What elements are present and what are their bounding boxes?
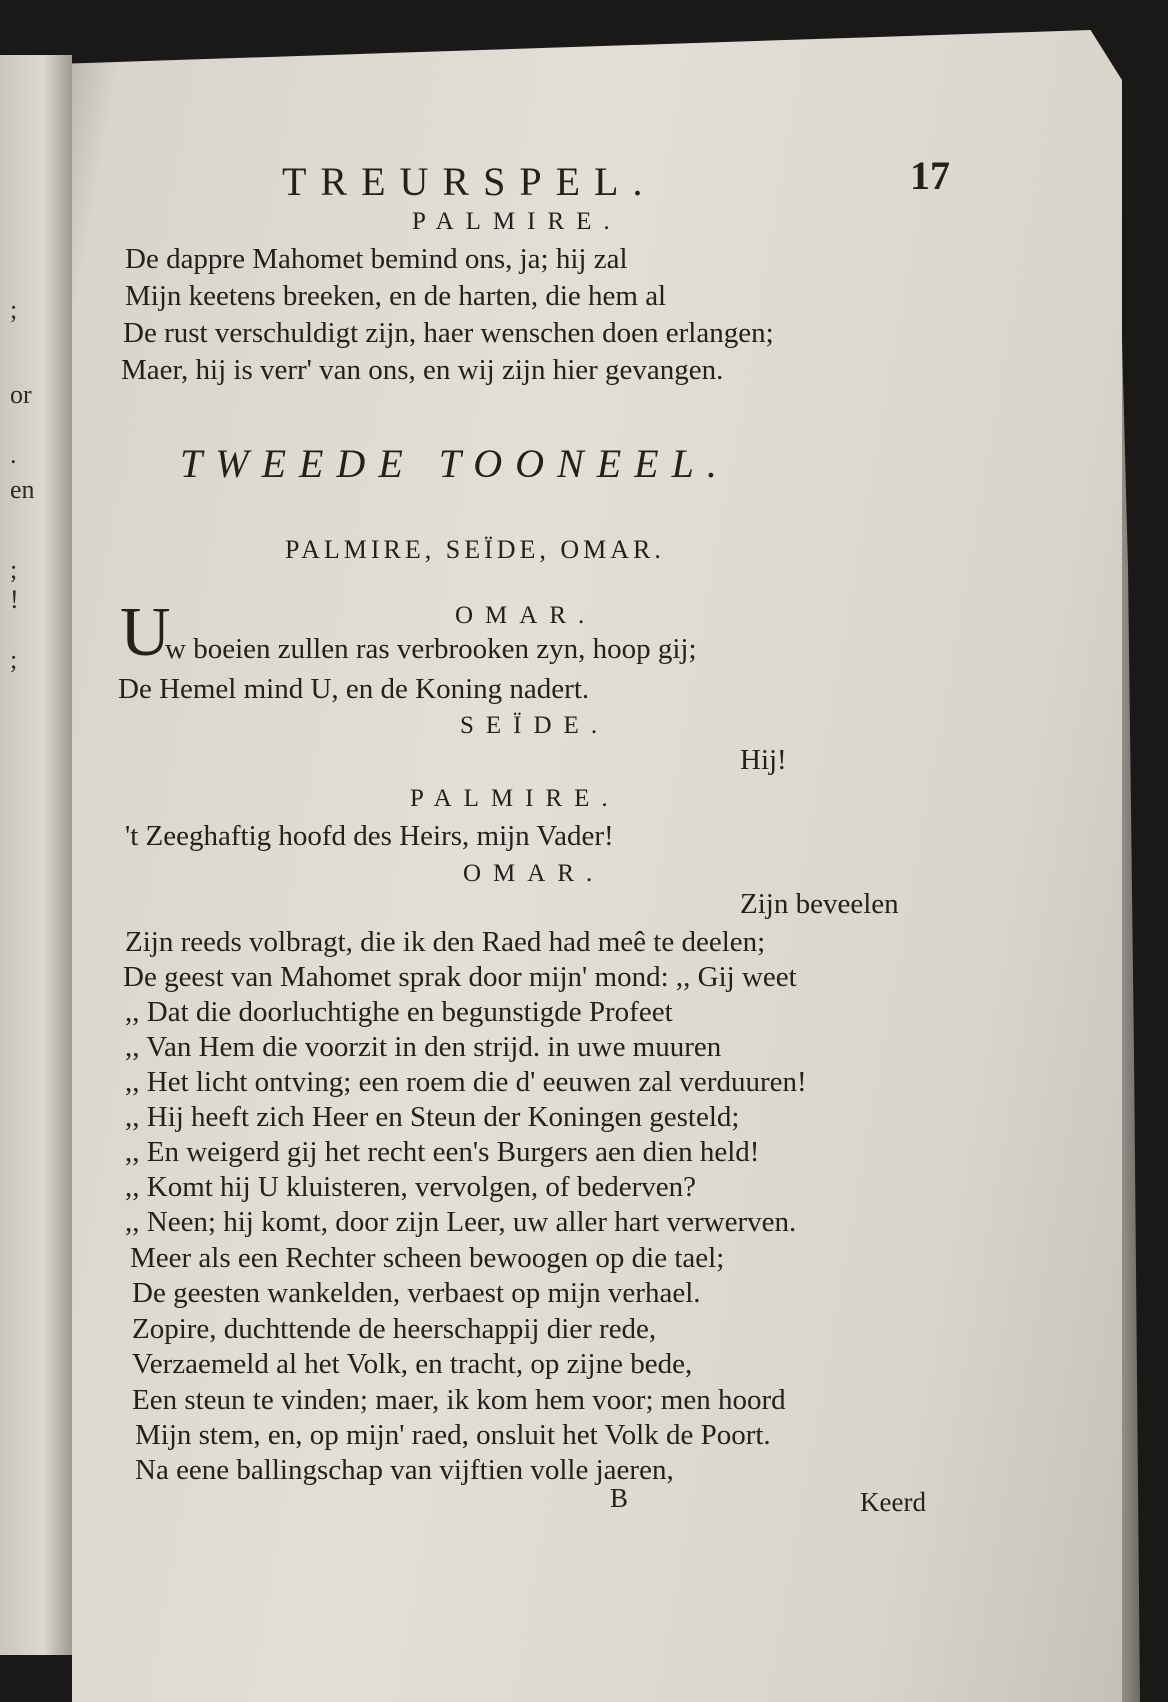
verse-line: De dappre Mahomet bemind ons, ja; hij zal <box>125 243 628 275</box>
left-page-fragment: ! <box>10 585 19 614</box>
verse-line: 't Zeeghaftig hoofd des Heirs, mijn Vader! <box>125 820 614 852</box>
verse-line: De rust verschuldigt zijn, haer wenschen doen erlangen; <box>123 317 774 349</box>
verse-line: Zopire, duchttende de heerschappij dier rede, <box>132 1313 657 1345</box>
verse-line: Zijn beveelen <box>740 888 899 920</box>
verse-line: Meer als een Rechter scheen bewoogen op die tael; <box>130 1242 725 1274</box>
verse-line: Hij! <box>740 744 787 776</box>
verse-line: ,, Hij heeft zich Heer en Steun der Koningen gesteld; <box>125 1101 740 1133</box>
left-page-fragment: or <box>10 380 32 409</box>
page-number: 17 <box>910 153 950 198</box>
speaker-name: PALMIRE. <box>412 208 622 235</box>
verse-line: Mijn stem, en, op mijn' raed, onsluit het Volk de Poort. <box>135 1419 771 1451</box>
verse-line: ,, Van Hem die voorzit in den strijd. in uwe muuren <box>125 1031 722 1063</box>
verse-line: Verzaemeld al het Volk, en tracht, op zijne bede, <box>132 1348 693 1380</box>
left-page-fragment: ; <box>10 295 18 324</box>
scene-title: TWEEDE TOONEEL. <box>180 441 730 486</box>
drop-cap: U <box>120 594 171 671</box>
cast-list: PALMIRE, SEÏDE, OMAR. <box>285 535 665 564</box>
verse-line: Een steun te vinden; maer, ik kom hem voor; men hoord <box>132 1384 786 1416</box>
left-page-fragment: en <box>10 475 35 504</box>
verse-line: w boeien zullen ras verbrooken zyn, hoop gij; <box>165 633 697 665</box>
verse-line: De geest van Mahomet sprak door mijn' mond: ,, Gij weet <box>123 961 797 993</box>
verse-line: Mijn keetens breeken, en de harten, die hem al <box>125 280 667 312</box>
speaker-name: OMAR. <box>463 860 605 887</box>
signature-mark: B <box>610 1483 629 1513</box>
verse-line: De geesten wankelden, verbaest op mijn verhael. <box>132 1277 701 1309</box>
verse-line: ,, Neen; hij komt, door zijn Leer, uw aller hart verwerven. <box>125 1206 797 1238</box>
verse-line: Maer, hij is verr' van ons, en wij zijn hier gevangen. <box>121 354 724 386</box>
verse-line: Na eene ballingschap van vijftien volle jaeren, <box>135 1454 674 1486</box>
verse-line: Zijn reeds volbragt, die ik den Raed had meê te deelen; <box>125 926 766 958</box>
speaker-name: SEÏDE. <box>460 712 610 739</box>
verse-line: De Hemel mind U, en de Koning nadert. <box>118 673 590 705</box>
catchword: Keerd <box>860 1487 926 1517</box>
left-page-fragment: ; <box>10 645 18 674</box>
speaker-name: PALMIRE. <box>410 785 620 812</box>
running-head: TREURSPEL. <box>282 159 657 204</box>
left-page-fragment: ; <box>10 555 18 584</box>
verse-line: ,, Dat die doorluchtighe en begunstigde Profeet <box>125 996 673 1028</box>
left-page-fragment: . <box>10 440 17 469</box>
verse-line: ,, En weigerd gij het recht een's Burgers aen dien held! <box>125 1136 760 1168</box>
left-page <box>0 55 72 1655</box>
verse-line: ,, Het licht ontving; een roem die d' eeuwen zal verduuren! <box>125 1066 807 1098</box>
speaker-name: OMAR. <box>455 602 597 629</box>
verse-line: ,, Komt hij U kluisteren, vervolgen, of bederven? <box>125 1171 696 1203</box>
